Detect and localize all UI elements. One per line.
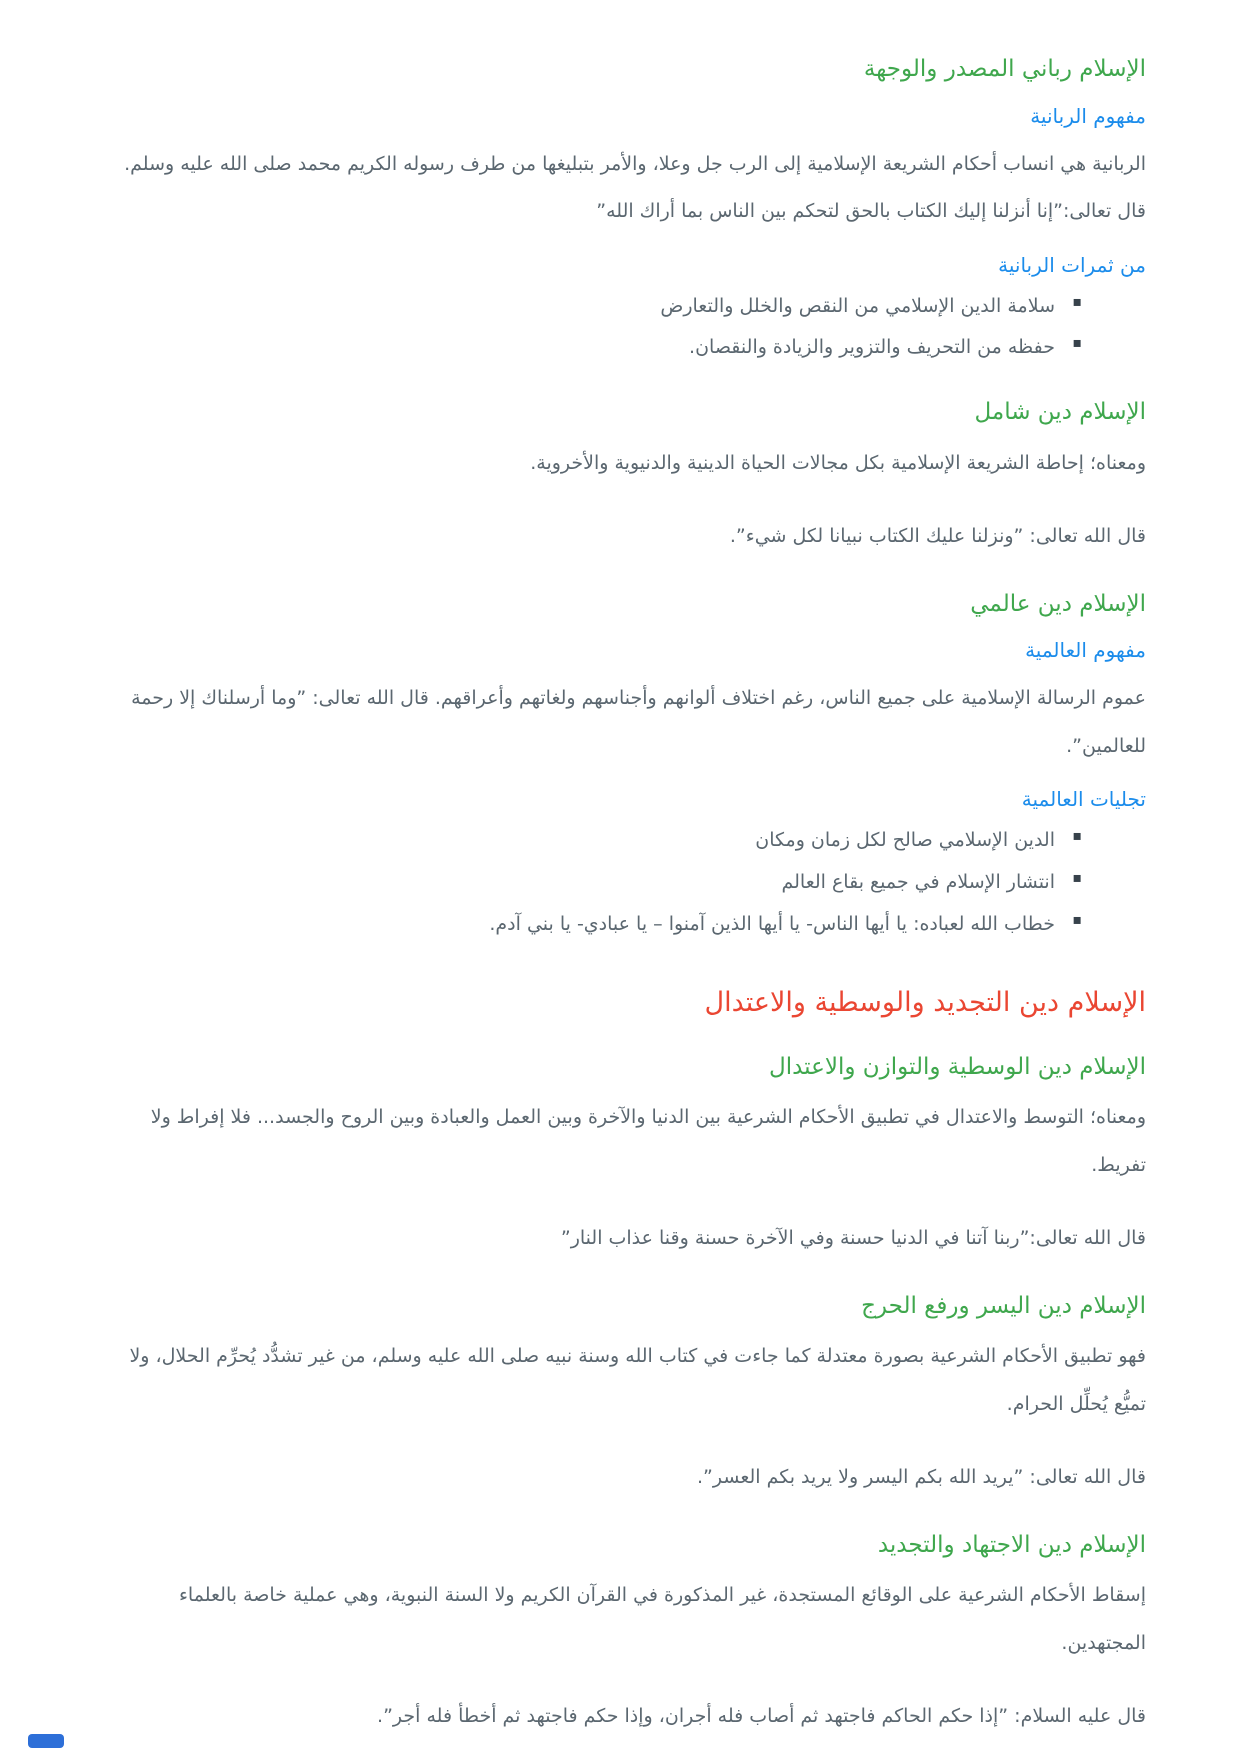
bottom-left-blue-marker (28, 1734, 64, 1748)
paragraph: الربانية هي انساب أحكام الشريعة الإسلامية إلى الرب جل وعلا، والأمر بتبليغها من طرف رسوله الكريم محمد صلى الله عليه وسلم. قال تعالى:”إنا أنزلنا إليك الكتاب بالحق لتحكم بين الناس بما أراك الله” (124, 152, 1146, 222)
section-heading: الإسلام دين الاجتهاد والتجديد (877, 1531, 1146, 1558)
section-heading: الإسلام دين عالمي (970, 590, 1146, 617)
list-item: ▪ حفظه من التحريف والتزوير والزيادة والنقصان. (95, 327, 1082, 369)
bullet-list (95, 820, 1146, 945)
list-item: ▪ خطاب الله لعباده: يا أيها الناس- يا أيها الذين آمنوا – يا عبادي- يا بني آدم. (95, 904, 1082, 946)
section-heading: الإسلام دين شامل (974, 399, 1146, 426)
list-item: ▪ الدين الإسلامي صالح لكل زمان ومكان (95, 820, 1082, 862)
list-item: ▪ سلامة الدين الإسلامي من النقص والخلل والتعارض (95, 286, 1082, 328)
quote-paragraph: قال الله تعالى: ”يريد الله بكم اليسر ولا يريد بكم العسر”. (697, 1466, 1146, 1489)
paragraph: إسقاط الأحكام الشرعية على الوقائع المستجدة، غير المذكورة في القرآن الكريم ولا السنة النبوية، وهي عملية خاصة بالعلماء المجتهدين. (179, 1584, 1146, 1654)
paragraph: عموم الرسالة الإسلامية على جميع الناس، رغم اختلاف ألوانهم وأجناسهم ولغاتهم وأعراقهم. قال الله تعالى: ”وما أرسلناك إلا رحمة للعالمين”. (131, 687, 1146, 757)
main-heading: الإسلام دين التجديد والوسطية والاعتدال (704, 987, 1146, 1019)
bullet-list (95, 286, 1146, 370)
sub-heading: تجليات العالمية (1021, 787, 1146, 812)
paragraph: ومعناه؛ التوسط والاعتدال في تطبيق الأحكام الشرعية بين الدنيا والآخرة وبين العمل والعبادة وبين الروح والجسد... فلا إفراط ولا تفريط. (150, 1106, 1146, 1176)
sub-heading: مفهوم العالمية (1025, 638, 1146, 663)
sub-heading: مفهوم الربانية (1030, 103, 1146, 128)
paragraph: ومعناه؛ إحاطة الشريعة الإسلامية بكل مجالات الحياة الدينية والدنيوية والأخروية. (530, 451, 1146, 474)
list-item: ▪ انتشار الإسلام في جميع بقاع العالم (95, 862, 1082, 904)
quote-paragraph: قال الله تعالى:”ربنا آتنا في الدنيا حسنة وفي الآخرة حسنة وقنا عذاب النار” (560, 1227, 1146, 1250)
document-content (95, 52, 1146, 1741)
section-heading: الإسلام رباني المصدر والوجهة (863, 56, 1146, 82)
section-heading: الإسلام دين اليسر ورفع الحرج (861, 1292, 1146, 1319)
paragraph: فهو تطبيق الأحكام الشرعية بصورة معتدلة كما جاءت في كتاب الله وسنة نبيه صلى الله عليه وسلم، من غير تشدُّد يُحرِّم الحلال، ولا تميُّع يُحلِّل الحرام. (129, 1345, 1146, 1415)
section-heading: الإسلام دين الوسطية والتوازن والاعتدال (769, 1053, 1146, 1080)
quote-paragraph: قال عليه السلام: ”إذا حكم الحاكم فاجتهد ثم أصاب فله أجران، وإذا حكم فاجتهد ثم أخطأ فله أجر”. (377, 1705, 1146, 1728)
quote-paragraph: قال الله تعالى: ”ونزلنا عليك الكتاب نبيانا لكل شيء”. (729, 525, 1146, 548)
sub-heading: من ثمرات الربانية (998, 252, 1146, 277)
